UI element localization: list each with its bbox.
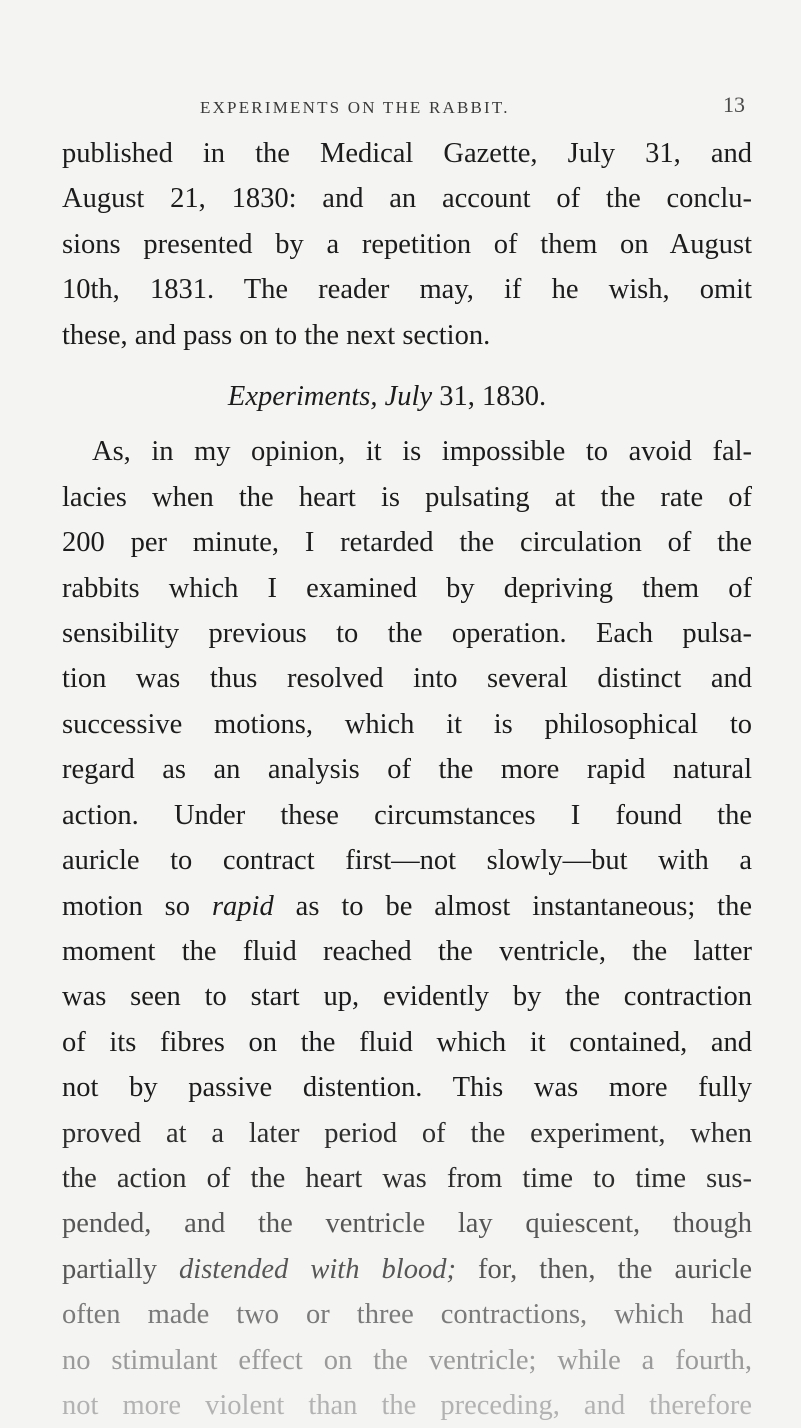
- text-line: [62, 1247, 752, 1292]
- text-line: tion was thus resolved into several distinct and: [62, 663, 752, 695]
- text-line: these, and pass on to the next section.: [62, 319, 491, 351]
- text-line: successive motions, which it is philosophical to: [62, 708, 752, 740]
- heading-date: 31, 1830.: [439, 381, 547, 413]
- emphasis-rapid: rapid: [211, 890, 274, 922]
- text-line: auricle to contract first—not slowly—but with a: [62, 845, 752, 877]
- text-line: 10th, 1831. The reader may, if he wish, omit: [62, 274, 752, 306]
- text-segment: for, then, the auricle: [478, 1253, 752, 1285]
- text-segment: partially: [62, 1253, 157, 1285]
- text-line: the action of the heart was from time to time sus-: [62, 1162, 752, 1194]
- text-line: not by passive distention. This was more fully: [62, 1072, 752, 1104]
- text-line: not more violent than the preceding, and therefore: [62, 1389, 752, 1421]
- text-line: moment the fluid reached the ventricle, the latter: [62, 935, 752, 967]
- text-line: As, in my opinion, it is impossible to avoid fal-: [92, 436, 752, 468]
- text-line: of its fibres on the fluid which it contained, and: [62, 1026, 752, 1058]
- text-segment: motion so: [62, 890, 191, 922]
- text-line: [62, 884, 752, 929]
- body-text: [62, 131, 752, 1428]
- text-line: no stimulant effect on the ventricle; while a fourth,: [62, 1344, 752, 1376]
- page-number: 13: [723, 92, 745, 117]
- text-line: published in the Medical Gazette, July 31, and: [62, 138, 752, 169]
- heading-experiments: Experiments,: [227, 381, 378, 413]
- text-line: pended, and the ventricle lay quiescent, though: [62, 1208, 752, 1240]
- text-line: rabbits which I examined by depriving them of: [62, 572, 752, 604]
- running-head: EXPERIMENTS ON THE RABBIT.: [200, 98, 510, 117]
- text-line: proved at a later period of the experiment, when: [62, 1117, 752, 1149]
- text-line: sensibility previous to the operation. Each pulsa-: [62, 618, 752, 650]
- text-line: sions presented by a repetition of them on August: [62, 228, 752, 260]
- text-line: regard as an analysis of the more rapid natural: [62, 754, 752, 786]
- text-line: was seen to start up, evidently by the contraction: [62, 981, 752, 1013]
- heading-month: July: [384, 381, 433, 413]
- emphasis-distended: distended with blood;: [179, 1253, 456, 1285]
- text-line: action. Under these circumstances I found the: [62, 799, 752, 831]
- text-line: August 21, 1830: and an account of the conclu-: [62, 183, 752, 215]
- text-segment: as to be almost instantaneous; the: [295, 890, 752, 922]
- text-line: lacies when the heart is pulsating at the rate of: [62, 481, 752, 513]
- section-heading: [62, 374, 752, 419]
- text-line: often made two or three contractions, which had: [62, 1299, 752, 1331]
- text-line: 200 per minute, I retarded the circulation of the: [62, 527, 752, 559]
